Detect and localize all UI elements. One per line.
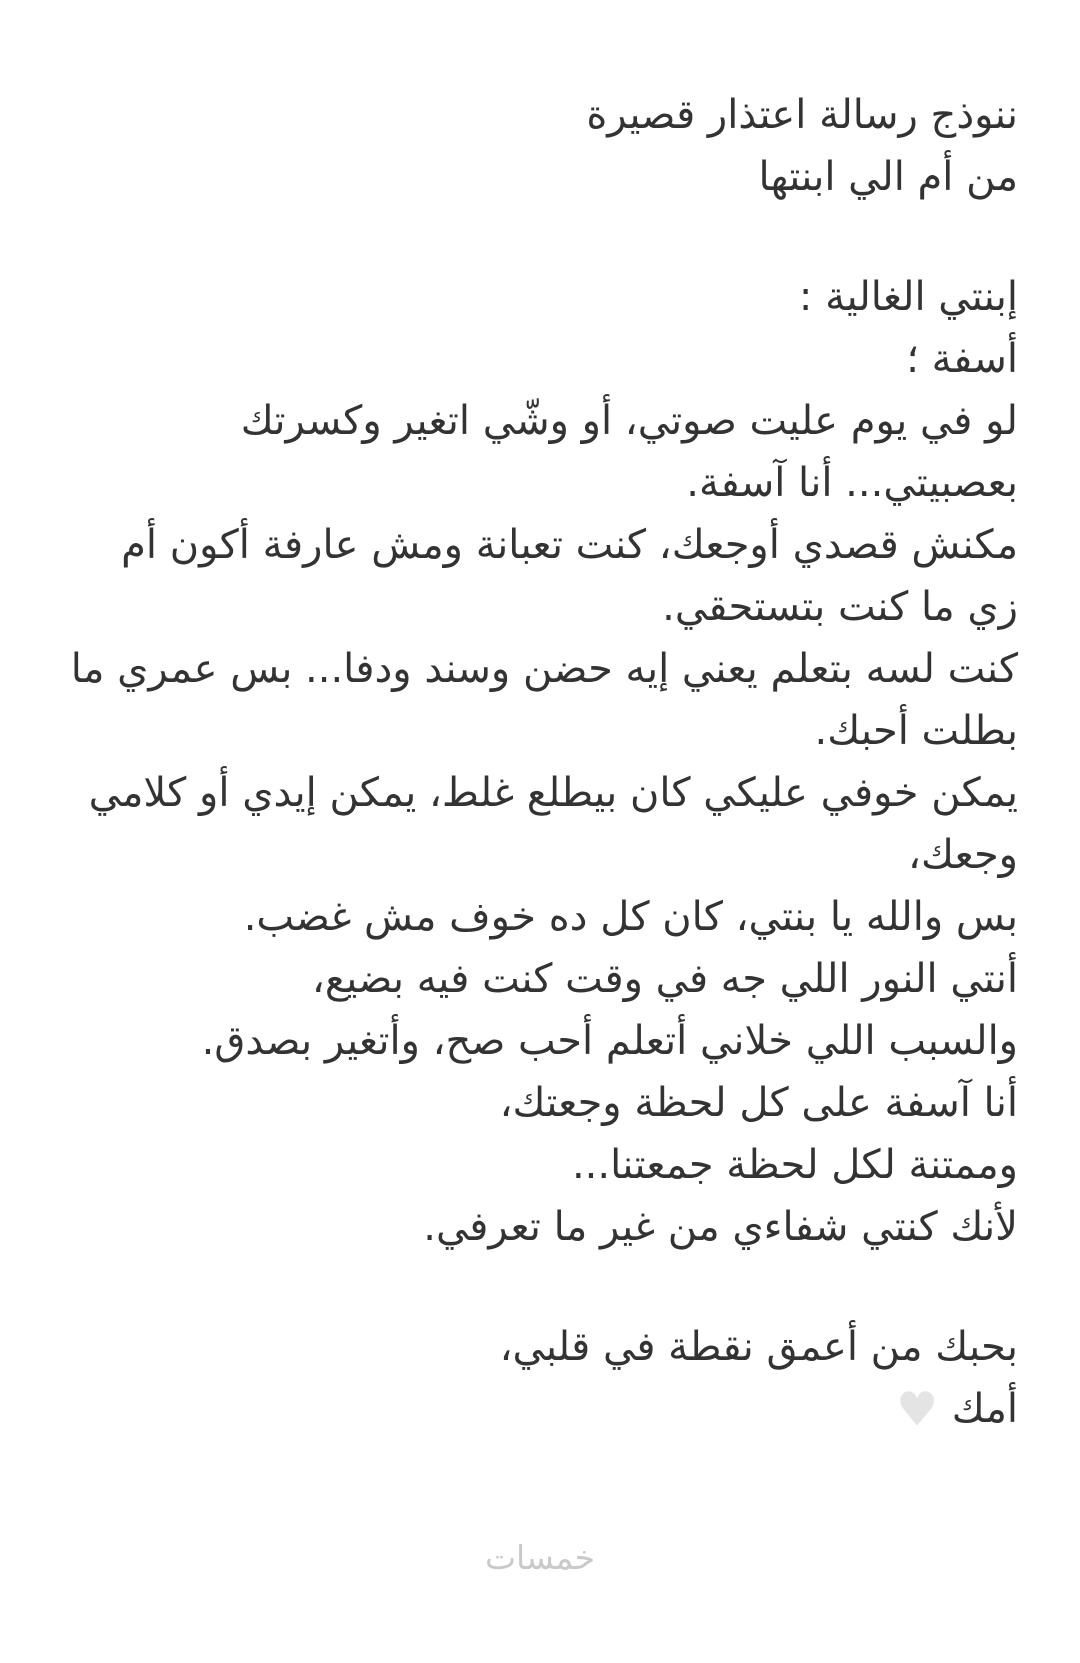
watermark: خمسات: [484, 1538, 596, 1577]
letter-closing-line: بحبك من أعمق نقطة في قلبي،: [499, 1324, 1018, 1370]
letter-body-line: وجعك،: [908, 832, 1018, 878]
letter-body-line: مكنش قصدي أوجعك، كنت تعبانة ومش عارفة أكون أم: [121, 522, 1018, 568]
letter-title: ننوذج رسالة اعتذار قصيرة: [586, 92, 1018, 138]
section-gap: [62, 208, 1018, 266]
letter-body-line: لو في يوم عليت صوتي، أو وشّي اتغير وكسرتك: [240, 398, 1018, 444]
white-heart-icon: ♥: [896, 1382, 938, 1436]
letter-body-line: بطلت أحبك.: [814, 708, 1018, 754]
letter-body-line: أسفة ؛: [906, 336, 1018, 382]
letter-salutation: إبنتي الغالية :: [798, 274, 1018, 320]
letter-body-line: زي ما كنت بتستحقي.: [662, 584, 1018, 630]
letter-body-line: أنا آسفة على كل لحظة وجعتك،: [499, 1080, 1018, 1126]
signature: أمك: [951, 1386, 1018, 1432]
section-gap: [62, 1258, 1018, 1316]
letter-body-line: بعصبيتي... أنا آسفة.: [686, 460, 1018, 506]
letter-subtitle: من أم الي ابنتها: [758, 154, 1018, 200]
letter-body-line: وممتنة لكل لحظة جمعتنا...: [571, 1142, 1018, 1188]
letter-body-line: أنتي النور اللي جه في وقت كنت فيه بضيع،: [311, 956, 1018, 1002]
letter-body-line: والسبب اللي خلاني أتعلم أحب صح، وأتغير بصدق.: [201, 1018, 1018, 1064]
letter-body-line: يمكن خوفي عليكي كان بيطلع غلط، يمكن إيدي أو كلامي: [88, 770, 1018, 816]
letter-body-line: لأنك كنتي شفاءي من غير ما تعرفي.: [423, 1204, 1018, 1250]
letter-body-line: بس والله يا بنتي، كان كل ده خوف مش غضب.: [243, 894, 1018, 940]
signature-line: [62, 1378, 1018, 1440]
letter-body-line: كنت لسه بتعلم يعني إيه حضن وسند ودفا... بس عمري ما: [70, 646, 1018, 692]
